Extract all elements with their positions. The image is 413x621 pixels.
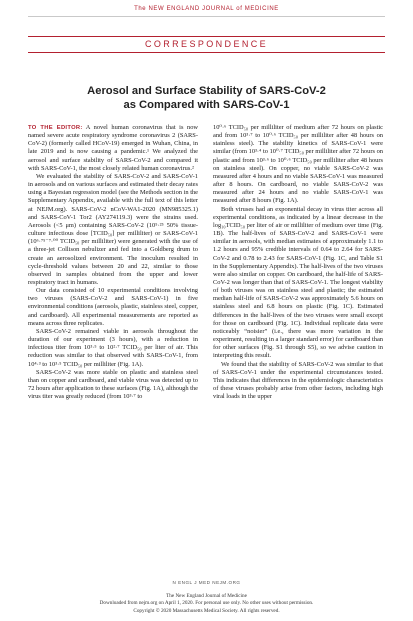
article-title-line-1: Aerosol and Surface Stability of SARS-CoV-2 bbox=[87, 85, 326, 97]
page-footer bbox=[0, 593, 413, 615]
footer-download-notice: Downloaded from nejm.org on April 1, 2020. For personal use only. No other uses without permission. bbox=[99, 600, 314, 607]
section-title: CORRESPONDENCE bbox=[144, 39, 269, 49]
section-header bbox=[28, 36, 385, 51]
journal-footer-id: N ENGL J MED NEJM.ORG bbox=[172, 580, 241, 585]
footer-journal-name: The New England Journal of Medicine bbox=[166, 593, 247, 599]
article-title bbox=[28, 84, 385, 112]
section-rule-bottom bbox=[28, 52, 385, 53]
journal-masthead: The NEW ENGLAND JOURNAL of MEDICINE bbox=[134, 6, 279, 12]
paragraph: We found that the stability of SARS-CoV-2 was similar to that of SARS-CoV-1 under the experimental circumstances tested. This indicates that differences in the epidemiologic characteristics of these viruses probably arise from other factors, including high viral loads in the upper bbox=[213, 360, 383, 401]
footer-copyright: Copyright © 2020 Massachusetts Medical Society. All rights reserved. bbox=[133, 607, 280, 614]
paragraph: Our data consisted of 10 experimental conditions involving two viruses (SARS-CoV-2 and SARS-CoV-1) in five environmental conditions (aerosols, plastic, stainless steel, copper, and cardboard). All experimental measurements are reported as means across three replicates. bbox=[28, 287, 198, 327]
section-rule-top bbox=[28, 36, 385, 37]
article-title-line-2: as Compared with SARS-CoV-1 bbox=[123, 99, 290, 111]
paragraph: SARS-CoV-2 remained viable in aerosols throughout the duration of our experiment (3 hours), with a reduction in infectious titer from 10³·⁵ to 10²·⁷ TCID₅₀ per liter of air. This reduction was similar to that observed with SARS-CoV-1, from 10⁴·³ to 10³·⁵ TCID₅₀ per milliliter (Fig. 1A). bbox=[28, 327, 198, 368]
left-column bbox=[28, 124, 198, 401]
paragraph: Both viruses had an exponential decay in virus titer across all experimental conditions, as indicated by a linear decrease in the log₁₀TCID₅₀ per liter of air or milliliter of medium over time (Fig. 1B). The half-lives of SARS-CoV-2 and SARS-CoV-1 were similar in aerosols, with median estimates of approximately 1.1 to 1.2 hours and 95% credible intervals of 0.64 to 2.64 for SARS-CoV-2 and 0.78 to 2.43 for SARS-CoV-1 (Fig. 1C, and Table S1 in the Supplementary Appendix). The half-lives of the two viruses were also similar on copper. On cardboard, the half-life of SARS-CoV-2 was longer than that of SARS-CoV-1. The longest viability of both viruses was on stainless steel and plastic; the estimated median half-life of SARS-CoV-2 was approximately 5.6 hours on stainless steel and 6.8 hours on plastic (Fig. 1C). Estimated differences in the half-lives of the two viruses were small except for those on cardboard (Fig. 1C). Individual replicate data were noticeably “noisier” (i.e., there was more variation in the experiment, resulting in a larger standard error) for cardboard than for other surfaces (Fig. S1 through S5), so we advise caution in interpreting this result. bbox=[213, 205, 383, 360]
masthead-divider bbox=[28, 16, 385, 17]
paragraph: SARS-CoV-2 was more stable on plastic and stainless steel than on copper and cardboard, and viable virus was detected up to 72 hours after application to these surfaces (Fig. 1A), although the virus titer was greatly reduced (from 10³·⁷ to bbox=[28, 368, 198, 401]
paragraph bbox=[28, 124, 198, 173]
paragraph: We evaluated the stability of SARS-CoV-2 and SARS-CoV-1 in aerosols and on various surfaces and estimated their decay rates using a Bayesian regression model (see the Methods section in the Supplementary Appendix, available with the full text of this letter at NEJM.org). SARS-CoV-2 nCoV-WA1-2020 (MN985325.1) and SARS-CoV-1 Tor2 (AY274119.3) were the strains used. Aerosols (<5 μm) containing SARS-CoV-2 (10⁵·²⁵ 50% tissue-culture infectious dose [TCID₅₀] per milliliter) or SARS-CoV-1 (10⁶·⁷⁵⁻⁷·⁰⁰ TCID₅₀ per milliliter) were generated with the use of a three-jet Collison nebulizer and fed into a Goldberg drum to create an aerosolized environment. The inoculum resulted in cycle-threshold values between 20 and 22, similar to those observed in samples obtained from the upper and lower respiratory tract in humans. bbox=[28, 172, 198, 286]
to-the-editor-lead: TO THE EDITOR: bbox=[28, 125, 83, 131]
paragraph-text: A novel human coronavirus that is now named severe acute respiratory syndrome coronavirus 2 (SARS-CoV-2) (formerly called HCoV-19) emerged in Wuhan, China, in late 2019 and is now causing a pandemic.¹ We analyzed the aerosol and surface stability of SARS-CoV-2 and compared it with SARS-CoV-1, the most closely related human coronavirus.² bbox=[28, 124, 199, 172]
right-column bbox=[213, 124, 383, 401]
paragraph: 10⁰·⁶ TCID₅₀ per milliliter of medium after 72 hours on plastic and from 10³·⁷ to 10⁰·⁶ TCID₅₀ per milliliter after 48 hours on stainless steel). The stability kinetics of SARS-CoV-1 were similar (from 10³·⁴ to 10⁰·⁷ TCID₅₀ per milliliter after 72 hours on plastic and from 10³·⁶ to 10⁰·⁶ TCID₅₀ per milliliter after 48 hours on stainless steel). On copper, no viable SARS-CoV-2 was measured after 4 hours and no viable SARS-CoV-1 was measured after 8 hours. On cardboard, no viable SARS-CoV-2 was measured after 24 hours and no viable SARS-CoV-1 was measured after 8 hours (Fig. 1A). bbox=[213, 124, 383, 205]
